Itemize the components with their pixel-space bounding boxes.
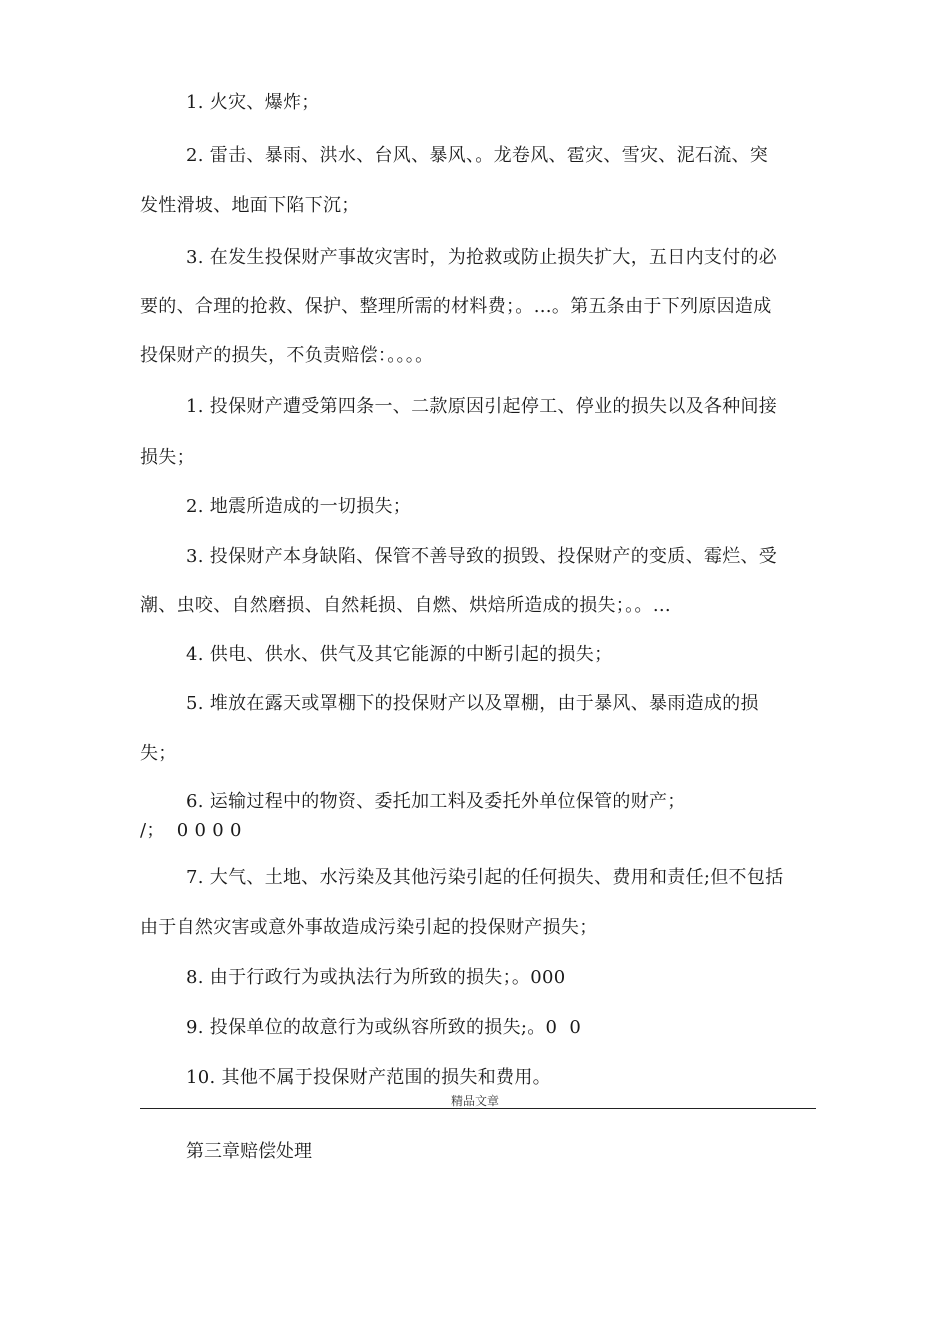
exclusion-item-5: 5. 堆放在露天或罩棚下的投保财产以及罩棚，由于暴风、暴雨造成的损 (186, 693, 759, 714)
list-item-1: 1. 火灾、爆炸； (186, 92, 320, 113)
page-footer-label: 精品文章 (450, 1094, 499, 1108)
exclusion-item-7-cont: 由于自然灾害或意外事故造成污染引起的投保财产损失； (140, 917, 598, 938)
exclusion-item-9: 9. 投保单位的故意行为或纵容所致的损失;。0 0 (186, 1017, 582, 1038)
stray-marks: /； 0 0 0 0 (140, 820, 242, 841)
exclusion-item-3: 3. 投保财产本身缺陷、保管不善导致的损毁、投保财产的变质、霉烂、受 (186, 546, 778, 567)
article-5-text: 投保财产的损失，不负责赔偿：。。。。 (140, 345, 434, 366)
footer-divider (140, 1108, 816, 1109)
exclusion-item-5-cont: 失； (140, 743, 177, 764)
list-item-2: 2. 雷击、暴雨、洪水、台风、暴风、。龙卷风、雹灾、雪灾、泥石流、突 (186, 145, 769, 166)
chapter-heading: 第三章赔偿处理 (186, 1141, 312, 1162)
exclusion-item-7: 7. 大气、土地、水污染及其他污染引起的任何损失、费用和责任;但不包括 (186, 867, 784, 888)
exclusion-item-1-cont: 损失； (140, 447, 195, 468)
list-item-3-cont: 要的、合理的抢救、保护、整理所需的材料费；。…。第五条由于下列原因造成 (140, 296, 772, 317)
exclusion-item-4: 4. 供电、供水、供气及其它能源的中断引起的损失； (186, 644, 613, 665)
exclusion-item-10: 10. 其他不属于投保财产范围的损失和费用。 (186, 1067, 551, 1088)
list-item-2-cont: 发性滑坡、地面下陷下沉； (140, 195, 360, 216)
exclusion-item-2: 2. 地震所造成的一切损失； (186, 496, 412, 517)
exclusion-item-6: 6. 运输过程中的物资、委托加工料及委托外单位保管的财产； (186, 791, 686, 812)
exclusion-item-8: 8. 由于行政行为或执法行为所致的损失；。000 (186, 967, 566, 988)
list-item-3: 3. 在发生投保财产事故灾害时，为抢救或防止损失扩大，五日内支付的必 (186, 247, 778, 268)
exclusion-item-3-cont: 潮、虫咬、自然磨损、自然耗损、自燃、烘焙所造成的损失；。。… (140, 595, 671, 616)
exclusion-item-1: 1. 投保财产遭受第四条一、二款原因引起停工、停业的损失以及各种间接 (186, 396, 778, 417)
